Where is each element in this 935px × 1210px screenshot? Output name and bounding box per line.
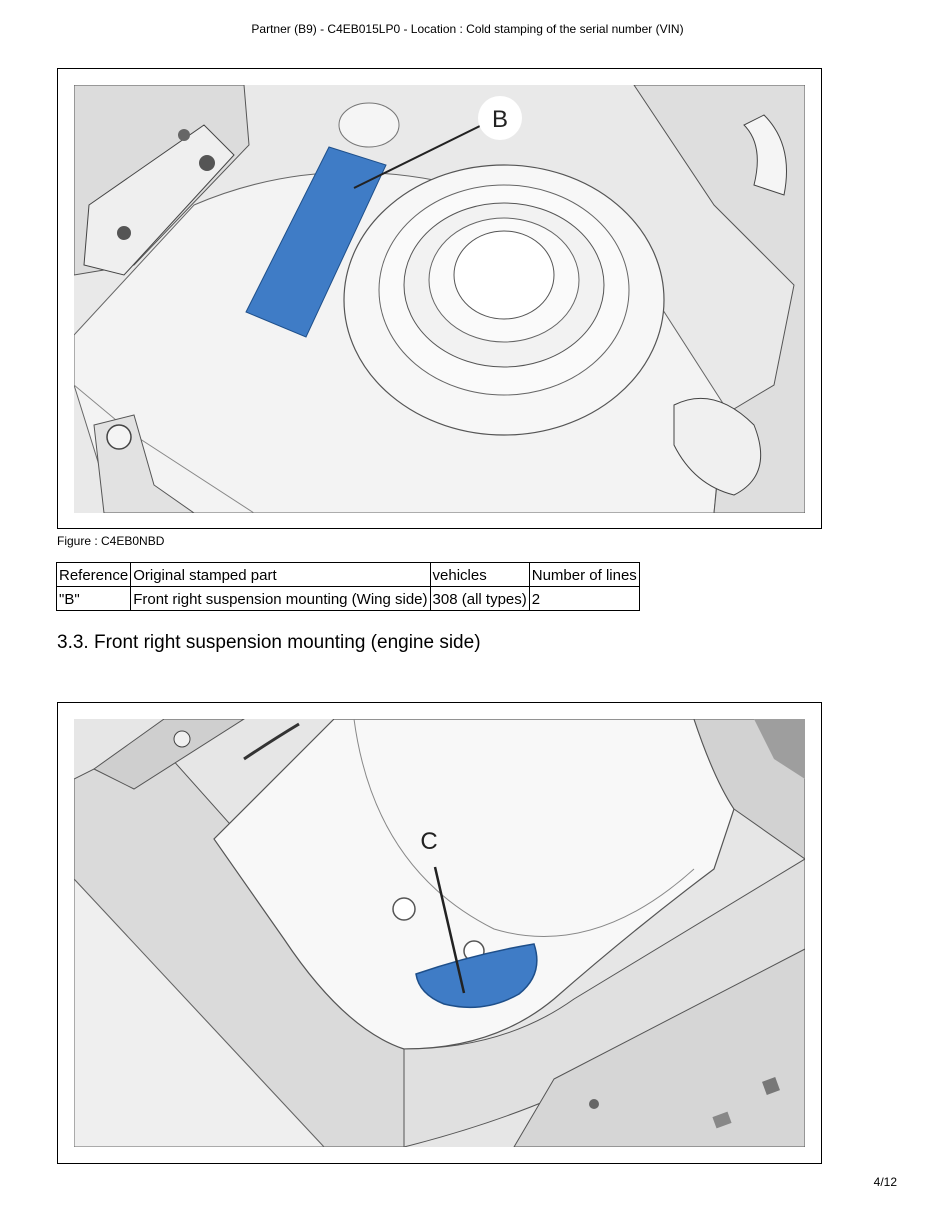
reference-table (56, 562, 640, 611)
table-cell: Front right suspension mounting (Wing side) (131, 587, 430, 611)
table-cell: 308 (all types) (430, 587, 529, 611)
page-number: 4/12 (873, 1175, 897, 1189)
figure-2-illustration (74, 719, 805, 1147)
figure-1-frame (57, 68, 822, 529)
table-header-cell: vehicles (430, 563, 529, 587)
table-header-cell: Number of lines (529, 563, 639, 587)
table-header-row (57, 563, 640, 587)
callout-b-label: B (491, 106, 509, 133)
table-row (57, 587, 640, 611)
callout-c-label: C (420, 828, 438, 855)
section-heading: 3.3. Front right suspension mounting (engine side) (57, 632, 481, 653)
table-cell: 2 (529, 587, 639, 611)
table-cell: "B" (57, 587, 131, 611)
table-header-cell: Reference (57, 563, 131, 587)
figure-1-illustration (74, 85, 805, 513)
table-header-cell: Original stamped part (131, 563, 430, 587)
figure-1-caption: Figure : C4EB0NBD (57, 534, 165, 548)
page-header: Partner (B9) - C4EB015LP0 - Location : Cold stamping of the serial number (VIN) (251, 22, 684, 36)
figure-2-frame (57, 702, 822, 1164)
